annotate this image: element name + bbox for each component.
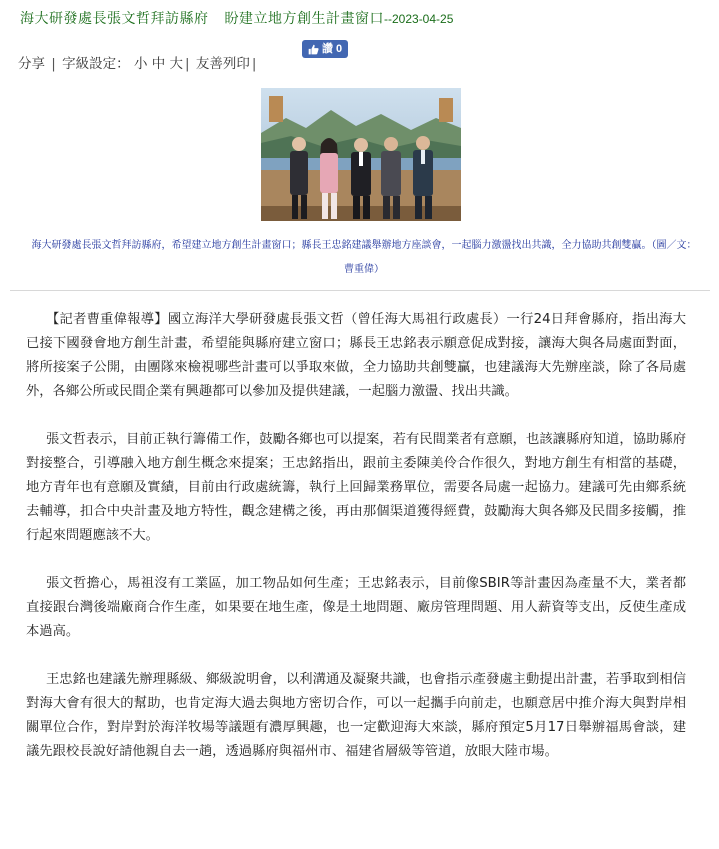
section-divider: [10, 290, 710, 291]
article-paragraph: 王忠銘也建議先辦理縣級、鄉級說明會，以利溝通及凝聚共識，也會指示產發處主動提出計畫，若爭取到相信對海大會有很大的幫助，也肯定海大過去與地方密切合作，可以一起攜手向前走，也願意居中推介海大與對岸相關單位合作，對岸對於海洋牧場等議題有濃厚興趣，也一定歡迎海大來談，縣府預定5月17日舉辦福馬會談，建議先跟校長說好請他親自去一趟，透過縣府與福州市、福建省層級等管道，放眼大陸市場。: [26, 672, 686, 759]
photo-caption: 海大研發處長張文哲拜訪縣府，希望建立地方創生計畫窗口；縣長王忠銘建議舉辦地方座談會，一起腦力激盪找出共識，全力協助共創雙贏。（圖／文：曹重偉）: [31, 240, 697, 275]
toolbar-separator: |: [51, 56, 56, 72]
article-photo: [261, 88, 461, 221]
group-photo-image: [261, 88, 461, 221]
like-button[interactable]: [302, 40, 348, 58]
share-link[interactable]: 分享: [18, 56, 45, 72]
toolbar-separator: |: [185, 56, 190, 72]
print-link[interactable]: 友善列印: [195, 56, 250, 72]
article-subtitle: 盼建立地方創生計畫窗口: [224, 11, 384, 27]
article-paragraph: 張文哲表示，目前正執行籌備工作，鼓勵各鄉也可以提案，若有民間業者有意願，也該讓縣府知道，協助縣府對接整合，引導融入地方創生概念來提案；王忠銘指出，跟前主委陳美伶合作很久，對地方創生有相當的基礎，地方青年也有意願及實績，目前由行政處統籌，執行上回歸業務單位，需要各局處一起協力。建議可先由鄉系統去輔導，扣合中央計畫及地方特性，觀念建構之後，再由那個渠道獲得經費，鼓勵海大與各鄉及民間多接觸，推行起來問題應該不大。: [26, 432, 686, 543]
font-medium-button[interactable]: 中: [151, 56, 166, 72]
article-toolbar: [18, 52, 258, 72]
font-size-label: 字級設定：: [62, 56, 130, 72]
article-paragraph: 【記者曹重偉報導】國立海洋大學研發處長張文哲（曾任海大馬祖行政處長）一行24日拜會縣府，指出海大已接下國發會地方創生計畫，希望能與縣府建立窗口；縣長王忠銘表示願意促成對接，讓海大與各局處面對面，將所接案子公開，由團隊來檢視哪些計畫可以爭取來做，全力協助共創雙贏，也建議海大先辦座談，除了各局處外，各鄉公所或民間企業有興趣都可以參加及提供建議，一起腦力激盪、找出共識。: [26, 312, 686, 399]
article-date: --2023-04-25: [384, 12, 454, 26]
font-large-button[interactable]: 大: [169, 56, 184, 72]
article-headline: [20, 8, 710, 28]
article-paragraph: 張文哲擔心，馬祖沒有工業區，加工物品如何生產；王忠銘表示，目前像SBIR等計畫因為產量不大，業者都直接跟台灣後端廠商合作生產，如果要在地生產，像是土地問題、廠房管理問題、用人薪資等支出，反使生產成本過高。: [26, 576, 686, 639]
thumbs-up-icon: [308, 44, 319, 55]
font-small-button[interactable]: 小: [133, 56, 148, 72]
article-body: [26, 308, 686, 788]
article-title: 海大研發處長張文哲拜訪縣府: [20, 11, 209, 27]
toolbar-separator: |: [251, 56, 257, 72]
like-label: 讚: [322, 43, 333, 55]
like-count: 0: [336, 43, 343, 55]
